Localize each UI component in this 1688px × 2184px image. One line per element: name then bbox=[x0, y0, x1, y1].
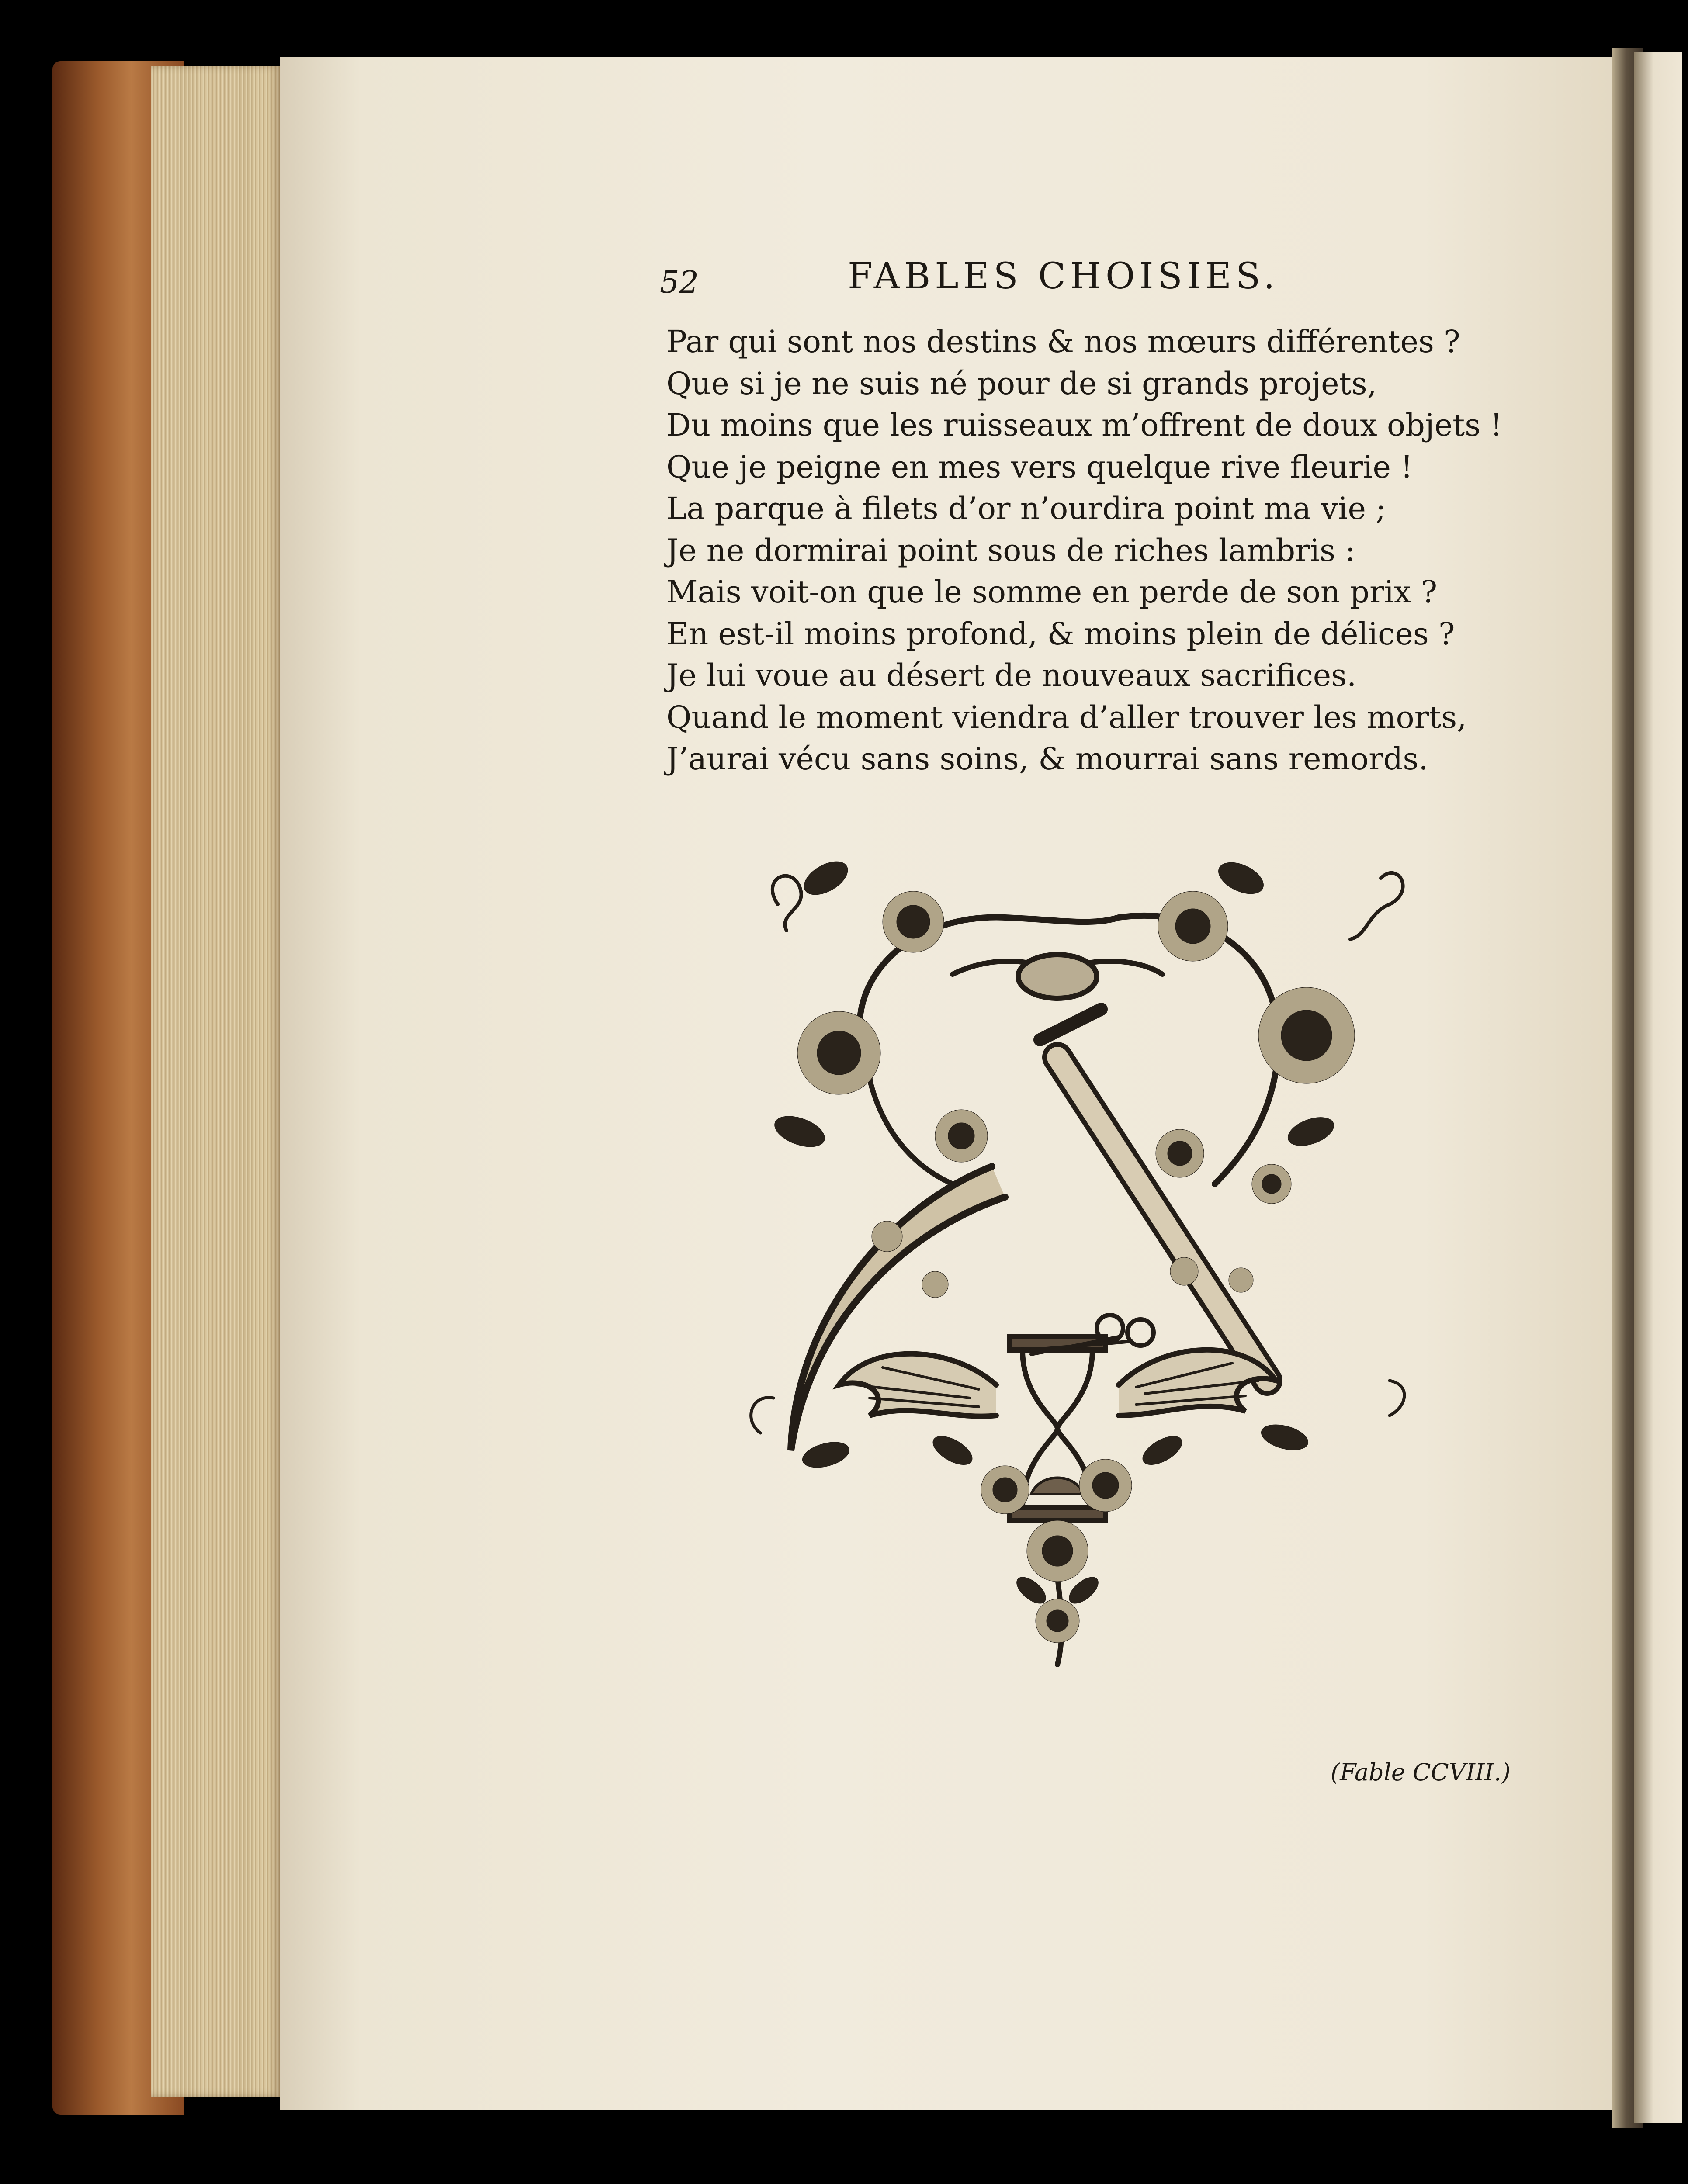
verse-line: Par qui sont nos destins & nos mœurs différentes ? bbox=[666, 324, 1460, 360]
verse-line: Que si je ne suis né pour de si grands projets, bbox=[666, 365, 1377, 401]
verse-line: Que je peigne en mes vers quelque rive fleurie ! bbox=[666, 449, 1413, 485]
facing-page-edge bbox=[1634, 52, 1682, 2123]
page-edges bbox=[151, 66, 282, 2097]
verse-line: Du moins que les ruisseaux m’offrent de doux objets ! bbox=[666, 407, 1503, 443]
verse-line: Je lui voue au désert de nouveaux sacrifices. bbox=[666, 658, 1357, 693]
page-header bbox=[660, 256, 1324, 321]
verse-line: Mais voit-on que le somme en perde de son prix ? bbox=[666, 574, 1438, 610]
page-number: 52 bbox=[660, 264, 699, 300]
verse-line: Je ne dormirai point sous de riches lambris : bbox=[666, 532, 1355, 568]
verse-block bbox=[666, 321, 1503, 780]
vignette-scythe-hourglass-flowers-icon bbox=[725, 852, 1425, 1682]
verse-line: J’aurai vécu sans soins, & mourrai sans remords. bbox=[666, 741, 1428, 777]
catchword: (Fable CCVIII.) bbox=[1331, 1758, 1511, 1786]
verse-line: En est-il moins profond, & moins plein de délices ? bbox=[666, 616, 1455, 652]
verse-line: Quand le moment viendra d’aller trouver les morts, bbox=[666, 699, 1467, 735]
verse-line: La parque à filets d’or n’ourdira point ma vie ; bbox=[666, 491, 1386, 526]
running-title: FABLES CHOISIES. bbox=[848, 256, 1279, 297]
